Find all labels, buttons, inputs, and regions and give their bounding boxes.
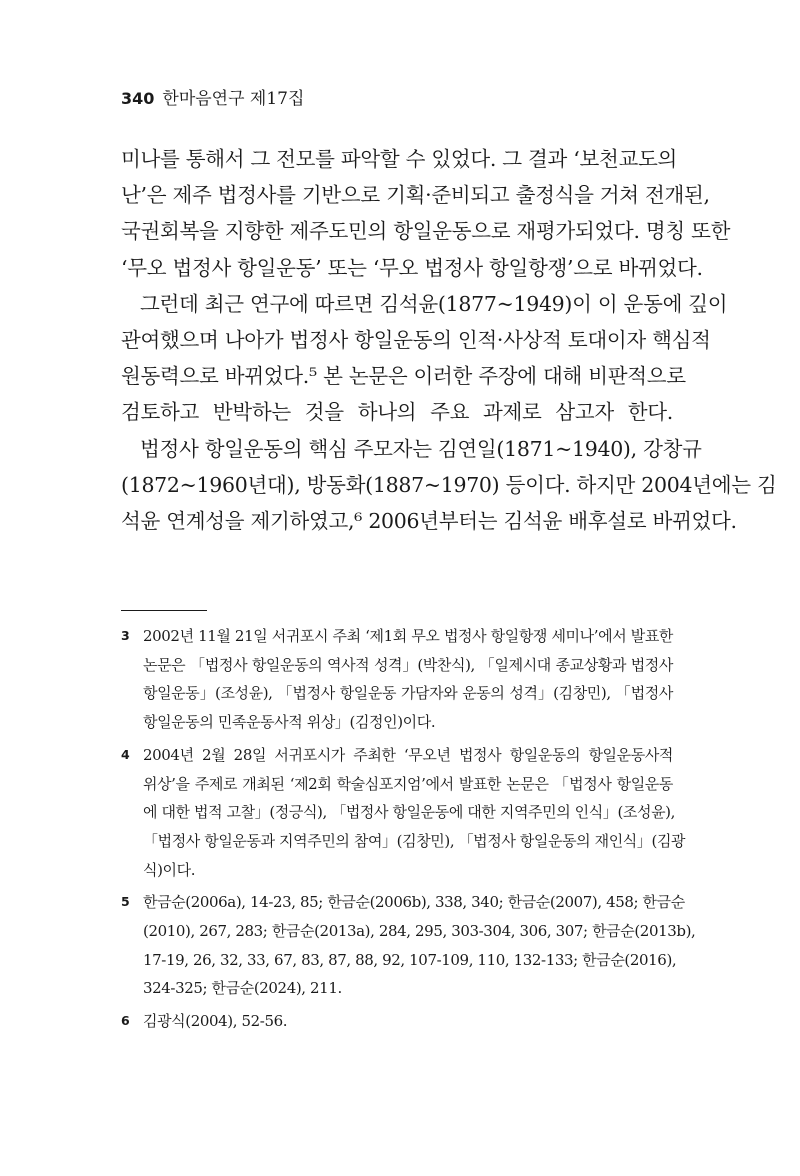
footnote-line: 항일운동의 민족운동사적 위상」(김정인)이다. xyxy=(143,713,436,732)
footnote-number: 6 xyxy=(121,1013,130,1029)
footnote-line: 항일운동」(조성윤), 「법정사 항일운동 가담자와 운동의 성격」(김창민), 「법정사 xyxy=(143,684,673,703)
footnote-line: (2010), 267, 283; 한금순(2013a), 284, 295, 303-304, 306, 307; 한금순(2013b), xyxy=(143,922,696,940)
body-line: 그런데 최근 연구에 따르면 김석윤(1877~1949)이 이 운동에 깊이 xyxy=(140,291,728,316)
footnote-line: 논문은 「법정사 항일운동의 역사적 성격」(박찬식), 「일제시대 종교상황과 법정사 xyxy=(143,655,673,674)
body-line: (1872~1960년대), 방동화(1887~1970) 등이다. 하지만 2004년에는 김 xyxy=(121,472,777,497)
footnote-line: 2002년 11월 21일 서귀포시 주최 ‘제1회 무오 법정사 항일항쟁 세미나’에서 발표한 xyxy=(143,627,673,645)
footnote-line: 위상’을 주제로 개최된 ‘제2회 학술심포지엄’에서 발표한 논문은 「법정사 항일운동 xyxy=(143,774,673,793)
body-line: 관여했으며 나아가 법정사 항일운동의 인적·사상적 토대이자 핵심적 xyxy=(121,328,711,352)
footnote-line: 김광식(2004), 52-56. xyxy=(143,1012,288,1031)
footnote-separator xyxy=(121,610,207,611)
footnote-line: 식)이다. xyxy=(143,860,196,879)
body-line: 미나를 통해서 그 전모를 파악할 수 있었다. 그 결과 ‘보천교도의 xyxy=(121,147,677,171)
body-line: 난’은 제주 법정사를 기반으로 기획·준비되고 출정식을 거쳐 전개된, xyxy=(121,183,710,208)
footnote-number: 5 xyxy=(121,894,130,910)
footnote-number: 3 xyxy=(121,628,130,643)
body-line: 원동력으로 바뀌었다.⁵ 본 논문은 이러한 주장에 대해 비판적으로 xyxy=(121,364,686,389)
body-line: ‘무오 법정사 항일운동’ 또는 ‘무오 법정사 항일항쟁’으로 바뀌었다. xyxy=(121,255,703,280)
body-line: 석윤 연계성을 제기하였고,⁶ 2006년부터는 김석윤 배후설로 바뀌었다. xyxy=(121,509,737,533)
body-line: 국권회복을 지향한 제주도민의 항일운동으로 재평가되었다. 명칭 또한 xyxy=(121,219,731,244)
footnote-line: 한금순(2006a), 14-23, 85; 한금순(2006b), 338, 340; 한금순(2007), 458; 한금순 xyxy=(143,893,685,912)
footnote-line: 「법정사 항일운동과 지역주민의 참여」(김창민), 「법정사 항일운동의 재인식」(김광 xyxy=(143,831,686,850)
body-line: 법정사 항일운동의 핵심 주모자는 김연일(1871~1940), 강창규 xyxy=(140,436,702,461)
footnote-line: 324-325; 한금순(2024), 211. xyxy=(143,979,342,998)
running-header xyxy=(121,86,304,112)
footnote-line: 2004년 2월 28일 서귀포시가 주최한 ‘무오년 법정사 항일운동의 항일운동사적 xyxy=(143,745,673,764)
journal-title: 한마음연구 제17집 xyxy=(162,89,305,109)
body-line: 검토하고 반박하는 것을 하나의 주요 과제로 삼고자 한다. xyxy=(121,400,673,425)
page-number: 340 xyxy=(121,89,155,108)
footnote-line: 17-19, 26, 32, 33, 67, 83, 87, 88, 92, 107-109, 110, 132-133; 한금순(2016), xyxy=(143,950,677,969)
footnote-number: 4 xyxy=(121,746,130,762)
footnote-line: 에 대한 법적 고찰」(정긍식), 「법정사 항일운동에 대한 지역주민의 인식」(조성윤), xyxy=(143,803,675,822)
